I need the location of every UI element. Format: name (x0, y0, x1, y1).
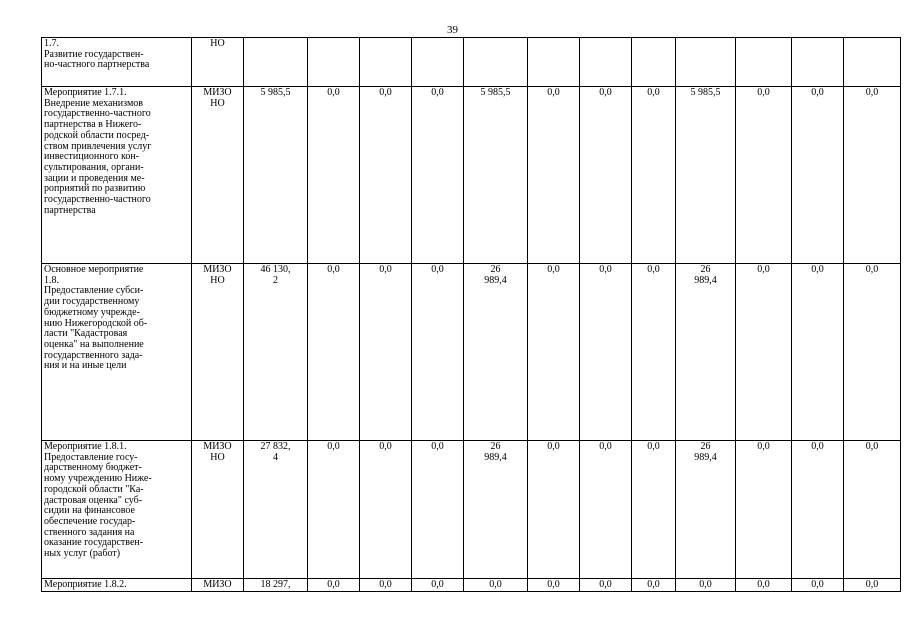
amount-cell: 0,0 (360, 441, 412, 579)
amount-cell: 0,0 (412, 441, 464, 579)
table-row (42, 441, 901, 579)
amount-cell: 0,0 (308, 441, 360, 579)
amount-cell: 0,0 (844, 264, 901, 441)
amount-cell: 5 985,5 (464, 87, 528, 264)
amount-cell (412, 38, 464, 87)
executor-cell: МИЗО НО (192, 87, 244, 264)
amount-cell: 5 985,5 (244, 87, 308, 264)
executor-cell: МИЗО (192, 579, 244, 592)
amount-cell: 0,0 (528, 264, 580, 441)
amount-cell: 0,0 (844, 441, 901, 579)
amount-cell (244, 38, 308, 87)
amount-cell: 0,0 (792, 87, 844, 264)
amount-cell: 0,0 (676, 579, 736, 592)
budget-table (41, 37, 901, 592)
amount-cell (360, 38, 412, 87)
amount-cell: 0,0 (412, 87, 464, 264)
amount-cell: 0,0 (412, 264, 464, 441)
amount-cell: 0,0 (736, 87, 792, 264)
amount-cell: 0,0 (792, 264, 844, 441)
amount-cell (676, 38, 736, 87)
amount-cell: 0,0 (736, 579, 792, 592)
amount-cell: 0,0 (308, 579, 360, 592)
amount-cell: 0,0 (736, 441, 792, 579)
amount-cell: 0,0 (528, 579, 580, 592)
amount-cell (632, 38, 676, 87)
amount-cell: 0,0 (464, 579, 528, 592)
amount-cell: 26 989,4 (464, 264, 528, 441)
amount-cell: 0,0 (412, 579, 464, 592)
amount-cell: 0,0 (844, 87, 901, 264)
amount-cell: 0,0 (580, 264, 632, 441)
amount-cell: 27 832, 4 (244, 441, 308, 579)
amount-cell: 26 989,4 (464, 441, 528, 579)
amount-cell: 0,0 (580, 579, 632, 592)
amount-cell: 0,0 (844, 579, 901, 592)
amount-cell: 0,0 (360, 87, 412, 264)
amount-cell: 0,0 (792, 441, 844, 579)
amount-cell (792, 38, 844, 87)
amount-cell (580, 38, 632, 87)
amount-cell: 0,0 (632, 441, 676, 579)
amount-cell (464, 38, 528, 87)
amount-cell (736, 38, 792, 87)
amount-cell: 0,0 (632, 264, 676, 441)
amount-cell: 0,0 (580, 87, 632, 264)
measure-description-cell: Мероприятие 1.8.1. Предоставление госу- дарственному бюджет- ному учреждению Ниже- городской области "Ка- дастровая оценка" суб- сидии на финансовое обеспечение государ- ственного задания на оказание государствен- ных услуг (работ) (42, 441, 192, 579)
amount-cell: 5 985,5 (676, 87, 736, 264)
table-row (42, 264, 901, 441)
amount-cell: 0,0 (528, 441, 580, 579)
executor-cell: НО (192, 38, 244, 87)
table-row (42, 38, 901, 87)
measure-description-cell: Мероприятие 1.8.2. (42, 579, 192, 592)
table-row (42, 579, 901, 592)
measure-description-cell: Мероприятие 1.7.1. Внедрение механизмов государственно-частного партнерства в Нижего- родской области посред- ством привлечения услуг инвестиционного кон- сультирования, органи- зации и проведения ме- роприятий по развитию государственно-частного партнерства (42, 87, 192, 264)
amount-cell: 0,0 (580, 441, 632, 579)
amount-cell: 0,0 (792, 579, 844, 592)
amount-cell (528, 38, 580, 87)
executor-cell: МИЗО НО (192, 441, 244, 579)
amount-cell: 0,0 (632, 87, 676, 264)
amount-cell: 0,0 (632, 579, 676, 592)
amount-cell (844, 38, 901, 87)
table-body (42, 38, 901, 592)
amount-cell: 0,0 (308, 264, 360, 441)
table-row (42, 87, 901, 264)
amount-cell: 26 989,4 (676, 441, 736, 579)
amount-cell (308, 38, 360, 87)
measure-description-cell: 1.7. Развитие государствен- но-частного партнерства (42, 38, 192, 87)
amount-cell: 18 297, (244, 579, 308, 592)
executor-cell: МИЗО НО (192, 264, 244, 441)
amount-cell: 26 989,4 (676, 264, 736, 441)
page-number: 39 (447, 24, 458, 36)
measure-description-cell: Основное мероприятие 1.8. Предоставление субси- дии государственному бюджетному учрежде- нию Нижегородской об- ласти "Кадастровая оценка" на выполнение государственного зада- ния и на иные цели (42, 264, 192, 441)
amount-cell: 46 130, 2 (244, 264, 308, 441)
amount-cell: 0,0 (308, 87, 360, 264)
amount-cell: 0,0 (736, 264, 792, 441)
amount-cell: 0,0 (360, 264, 412, 441)
amount-cell: 0,0 (360, 579, 412, 592)
amount-cell: 0,0 (528, 87, 580, 264)
